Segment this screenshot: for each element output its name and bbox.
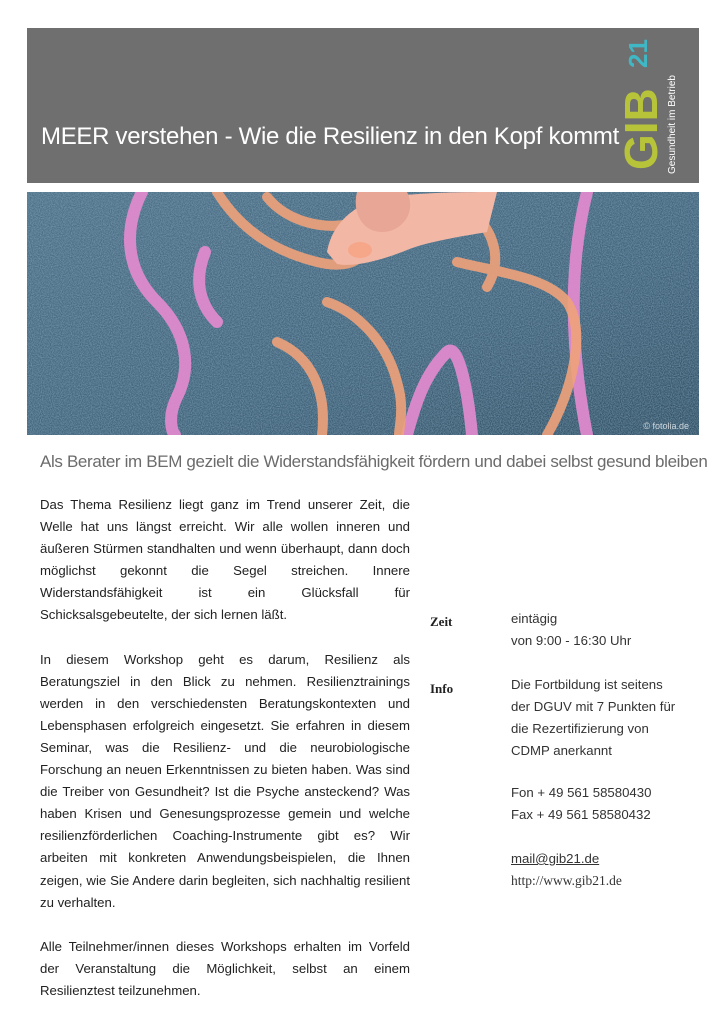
info-line: der DGUV mit 7 Punkten für (511, 699, 676, 714)
logo-tagline: Gesundheit im Betrieb (667, 75, 678, 174)
info-line: Die Fortbildung ist seitens (511, 677, 663, 692)
header-banner (27, 28, 699, 183)
subtitle: Als Berater im BEM gezielt die Widerstandsfähigkeit fördern und dabei selbst gesund bleiben (40, 452, 708, 471)
zeit-line: eintägig (511, 611, 558, 626)
paragraph: In diesem Workshop geht es darum, Resilienz als Beratungsziel in den Blick zu nehmen. Resilienztrainings werden in den verschiedensten Beratungskontexten und Lebensphasen erfolgreich eingesetzt. Sie erfahren in diesem Seminar, was die Resilienz- und die neurobiologische Forschung an neuen Erkenntnissen zu bieten haben. Was sind die Treiber von Gesundheit? Ist die Psyche ansteckend? Was haben Krisen und Genesungsprozesse gemein und welche resilienzförderlichen Coaching-Instrumente gibt es? Wir arbeiten mit konkreten Anwendungsbeispielen, die Ihnen zeigen, wie Sie Andere darin begleiten, sich nachhaltig resilient zu verhalten. (40, 651, 410, 910)
info-label: Info (430, 681, 454, 696)
paragraph: Das Thema Resilienz liegt ganz im Trend unserer Zeit, die Welle hat uns längst erreicht. Wir alle wollen inneren und äußeren Stürmen standhalten und wenn überhaupt, dann doch möglichst gekonnt die Segel streichen. Innere Widerstandsfähigkeit ist ein Glücksfall für Schicksalsgebeutelte, der sich lernen läßt. (40, 497, 410, 623)
info-line: die Rezertifizierung von (511, 721, 649, 736)
fax-number: Fax + 49 561 58580432 (511, 807, 651, 822)
contact-block (511, 782, 711, 826)
zeit-line: von 9:00 - 16:30 Uhr (511, 633, 632, 648)
email-link[interactable]: mail@gib21.de (511, 851, 600, 866)
page-title: MEER verstehen - Wie die Resilienz in den Kopf kommt (41, 123, 619, 150)
photo-credit: © fotolia.de (643, 421, 689, 431)
phone-number: Fon + 49 561 58580430 (511, 785, 652, 800)
hero-image (27, 192, 699, 435)
gib21-logo (611, 36, 691, 176)
body-text (40, 494, 410, 1024)
zeit-label: Zeit (430, 614, 453, 629)
logo-number: 21 (623, 39, 653, 68)
paragraph: Alle Teilnehmer/innen dieses Workshops erhalten im Vorfeld der Veranstaltung die Möglichkeit, selbst an einem Resilienztest teilzunehmen. (40, 938, 410, 998)
zeit-values (511, 608, 711, 652)
web-contact (511, 848, 711, 892)
info-line: CDMP anerkannt (511, 743, 612, 758)
logo-text: GIB (615, 88, 667, 170)
info-values (511, 674, 711, 762)
website-link[interactable]: http://www.gib21.de (511, 873, 622, 888)
